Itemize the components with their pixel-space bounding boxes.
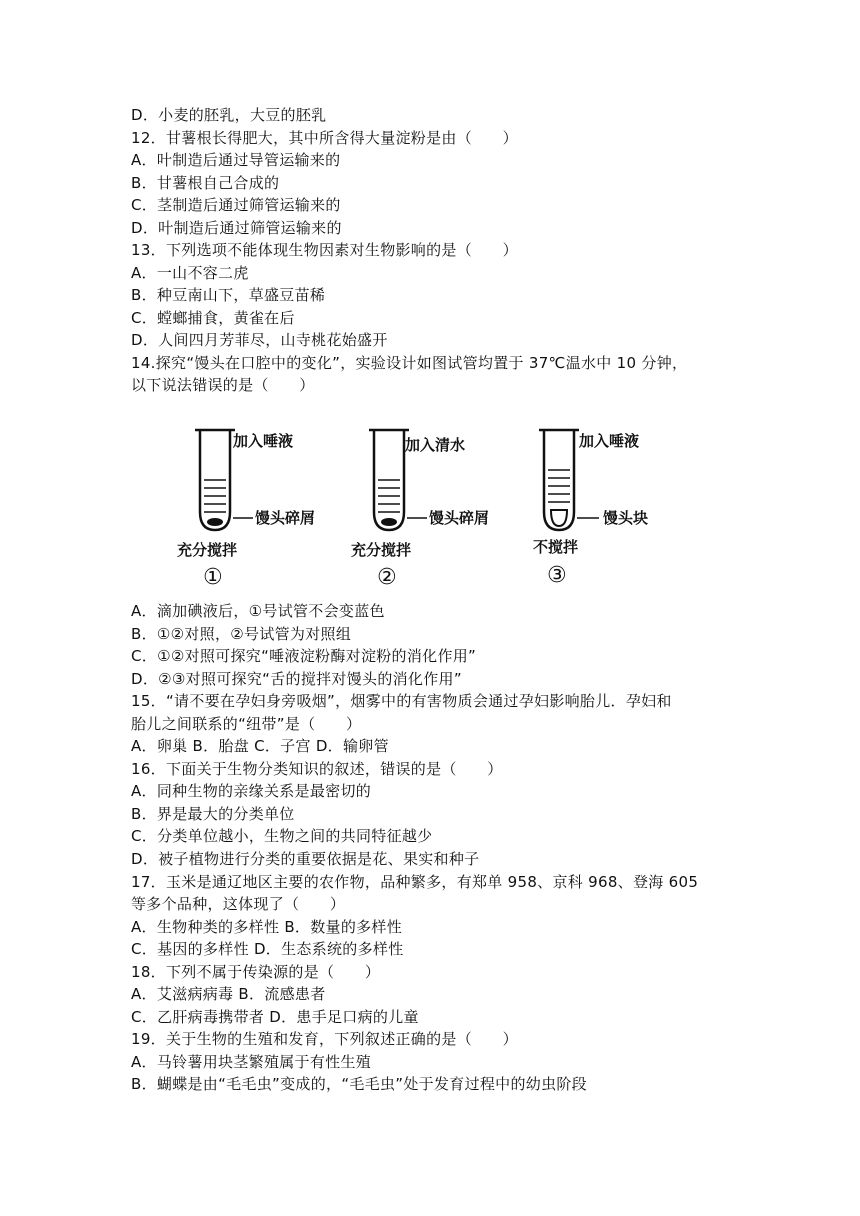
question-14-option-d: D．②③对照可探究“舌的搅拌对馒头的消化作用” [131, 670, 462, 688]
question-12-stem: 12．甘薯根长得肥大，其中所含得大量淀粉是由（ ） [131, 129, 518, 147]
question-19-option-a: A．马铃薯用块茎繁殖属于有性生殖 [131, 1053, 372, 1071]
question-19-option-b: B．蝴蝶是由“毛毛虫”变成的，“毛毛虫”处于发育过程中的幼虫阶段 [131, 1075, 587, 1093]
question-13-option-b: B．种豆南山下，草盛豆苗稀 [131, 286, 326, 304]
tube-3-top-label: 加入唾液 [579, 432, 640, 450]
question-12-option-b: B．甘薯根自己合成的 [131, 174, 280, 192]
question-12-option-c: C．茎制造后通过筛管运输来的 [131, 196, 341, 214]
question-15-stem-cont: 胎儿之间联系的“纽带”是（ ） [131, 715, 362, 733]
question-17-options-cd: C．基因的多样性 D．生态系统的多样性 [131, 940, 404, 958]
question-18-options-cd: C．乙肝病毒携带者 D．患手足口病的儿童 [131, 1008, 419, 1026]
question-17-stem: 17．玉米是通辽地区主要的农作物，品种繁多，有郑单 958、京科 968、登海 605 [131, 873, 699, 891]
question-14-stem: 14.探究“馒头在口腔中的变化”，实验设计如图试管均置于 37℃温水中 10 分钟， [131, 354, 688, 372]
question-17-stem-cont: 等多个品种，这体现了（ ） [131, 895, 346, 913]
tube-2-number: ② [377, 565, 397, 590]
tube-3-side-label: 馒头块 [603, 509, 649, 527]
question-12-option-d: D．叶制造后通过筛管运输来的 [131, 219, 342, 237]
question-15-options: A．卵巢 B．胎盘 C．子宫 D．输卵管 [131, 737, 389, 755]
question-16-stem: 16．下面关于生物分类知识的叙述，错误的是（ ） [131, 760, 503, 778]
question-18-stem: 18．下列不属于传染源的是（ ） [131, 963, 381, 981]
question-13-option-a: A．一山不容二虎 [131, 264, 249, 282]
question-16-option-c: C．分类单位越小，生物之间的共同特征越少 [131, 827, 433, 845]
tube-1-top-label: 加入唾液 [233, 432, 294, 450]
tube-1-side-label: 馒头碎屑 [255, 509, 316, 527]
question-18-options-ab: A．艾滋病病毒 B．流感患者 [131, 985, 326, 1003]
question-16-option-d: D．被子植物进行分类的重要依据是花、果实和种子 [131, 850, 480, 868]
tube-3-number: ③ [547, 563, 567, 588]
question-12-option-a: A．叶制造后通过导管运输来的 [131, 151, 341, 169]
question-19-stem: 19．关于生物的生殖和发育，下列叙述正确的是（ ） [131, 1030, 518, 1048]
question-17-options-ab: A．生物种类的多样性 B．数量的多样性 [131, 918, 403, 936]
question-16-option-b: B．界是最大的分类单位 [131, 805, 295, 823]
question-13-stem: 13．下列选项不能体现生物因素对生物影响的是（ ） [131, 241, 518, 259]
tube-1-number: ① [203, 565, 223, 590]
question-13-option-c: C．螳螂捕食，黄雀在后 [131, 309, 295, 327]
question-14-option-c: C．①②对照可探究“唾液淀粉酶对淀粉的消化作用” [131, 647, 477, 665]
tube-3-bottom-label: 不搅拌 [533, 538, 579, 556]
test-tube-figure [125, 400, 685, 590]
question-14-stem-cont: 以下说法错误的是（ ） [131, 376, 315, 394]
question-15-stem: 15．“请不要在孕妇身旁吸烟”，烟雾中的有害物质会通过孕妇影响胎儿．孕妇和 [131, 692, 672, 710]
question-16-option-a: A．同种生物的亲缘关系是最密切的 [131, 782, 372, 800]
question-13-option-d: D．人间四月芳菲尽，山寺桃花始盛开 [131, 331, 388, 349]
tube-2-side-label: 馒头碎屑 [429, 509, 490, 527]
tube-2-bottom-label: 充分搅拌 [351, 541, 412, 559]
question-14-option-a: A．滴加碘液后，①号试管不会变蓝色 [131, 602, 385, 620]
tube-2-top-label: 加入清水 [405, 436, 466, 454]
tube-1-bottom-label: 充分搅拌 [177, 541, 238, 559]
question-14-option-b: B．①②对照，②号试管为对照组 [131, 625, 352, 643]
text-line: D．小麦的胚乳，大豆的胚乳 [131, 106, 327, 124]
